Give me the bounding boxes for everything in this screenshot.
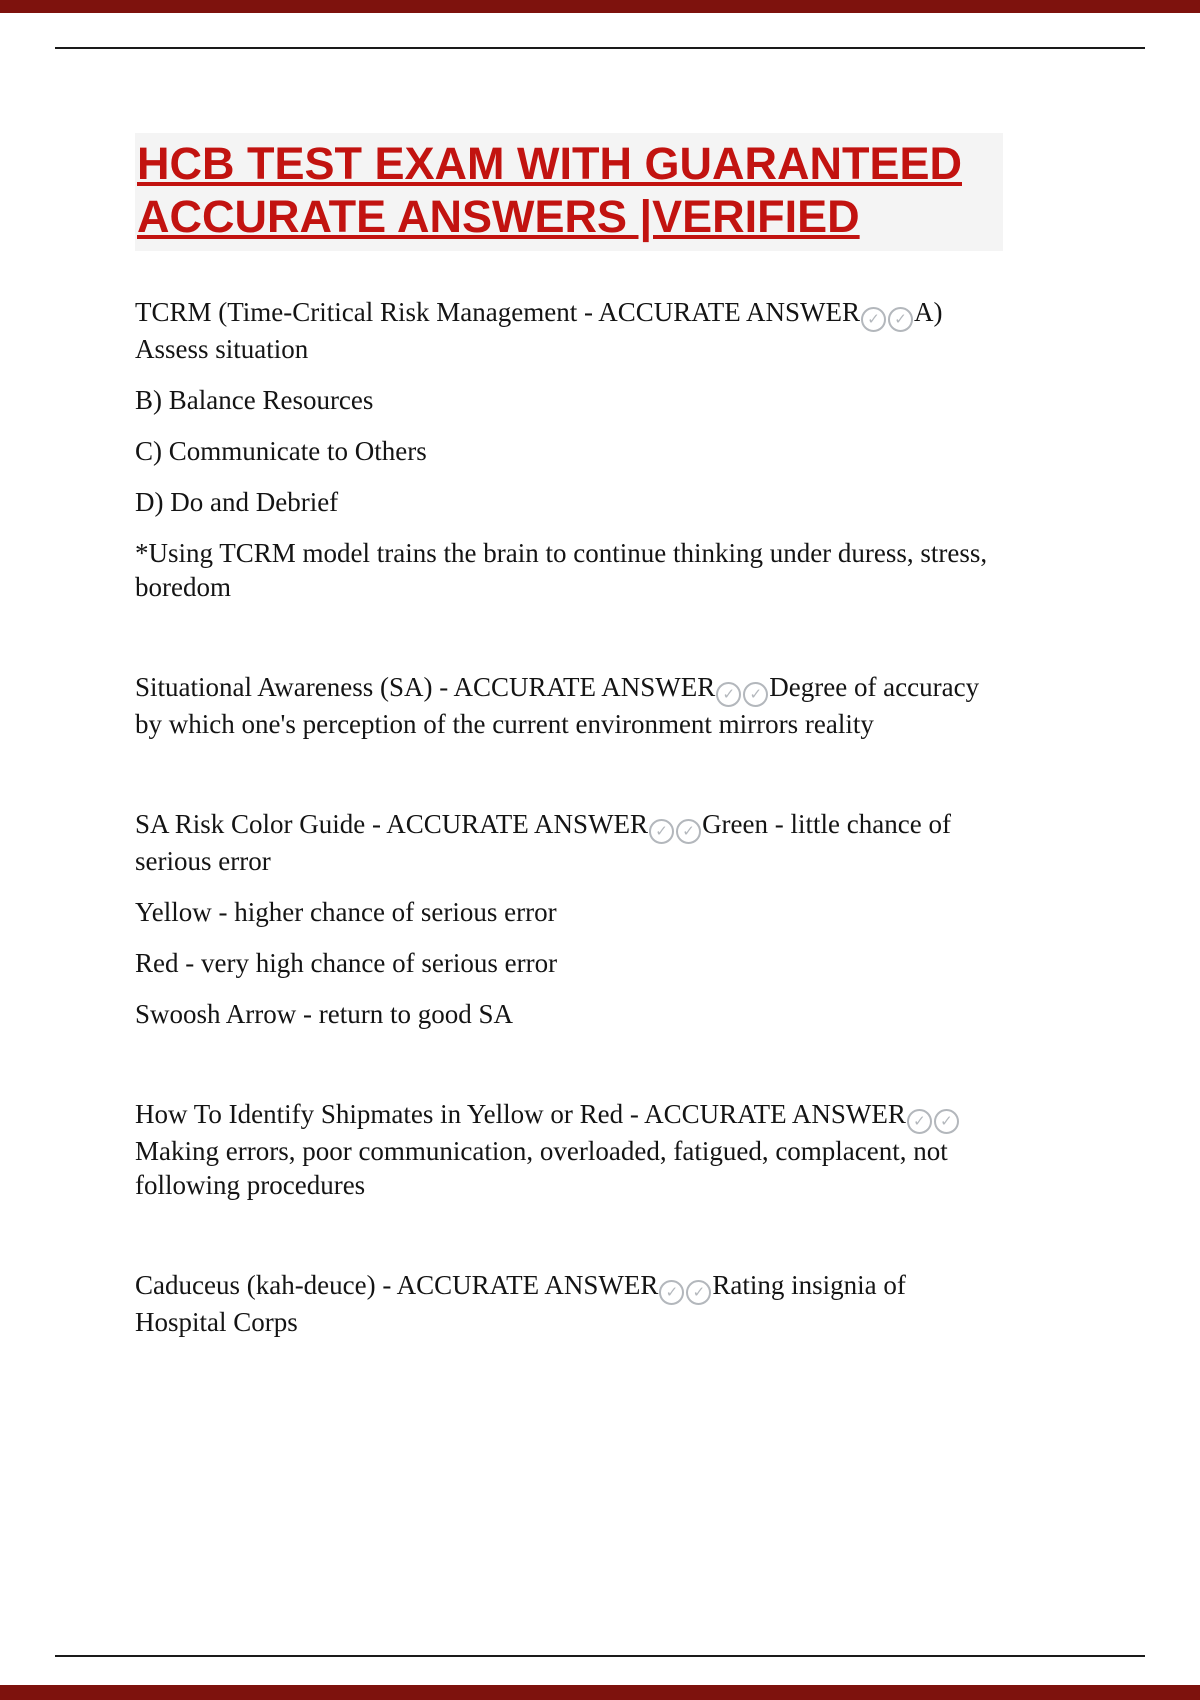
check-icon: ✓	[888, 307, 913, 332]
document-page	[135, 133, 1003, 1339]
check-icon: ✓	[659, 1280, 684, 1305]
question-text: Caduceus (kah-deuce) - ACCURATE ANSWER	[135, 1270, 659, 1301]
check-icon: ✓	[649, 819, 674, 844]
qa-paragraph	[135, 807, 1003, 878]
note-line: *Using TCRM model trains the brain to continue thinking under duress, stress, boredom	[135, 538, 988, 603]
answer-text: Degree of accuracy by which one's perception of the current environment mirrors reality	[135, 672, 980, 740]
question-text: How To Identify Shipmates in Yellow or Red - ACCURATE ANSWER	[135, 1099, 906, 1130]
bottom-rule	[55, 1655, 1145, 1657]
question-text: SA Risk Color Guide - ACCURATE ANSWER	[135, 809, 649, 840]
answer-line: D) Do and Debrief	[135, 487, 339, 518]
bottom-red-bar	[0, 1685, 1200, 1700]
answer-line: Swoosh Arrow - return to good SA	[135, 999, 513, 1030]
check-icon: ✓	[907, 1109, 932, 1134]
check-icon: ✓	[743, 682, 768, 707]
answer-text: A) Assess situation	[135, 297, 943, 365]
document-title: HCB TEST EXAM WITH GUARANTEED ACCURATE ANSWERS |VERIFIED	[135, 133, 1003, 251]
answer-line: B) Balance Resources	[135, 385, 374, 416]
question-text: Situational Awareness (SA) - ACCURATE ANSWER	[135, 672, 716, 703]
check-icon: ✓	[861, 307, 886, 332]
answer-line: Yellow - higher chance of serious error	[135, 897, 557, 928]
check-icon: ✓	[676, 819, 701, 844]
check-icon: ✓	[686, 1280, 711, 1305]
check-icon: ✓	[934, 1109, 959, 1134]
check-icon: ✓	[716, 682, 741, 707]
top-red-bar	[0, 0, 1200, 13]
answer-line: C) Communicate to Others	[135, 436, 427, 467]
answer-line: Red - very high chance of serious error	[135, 948, 558, 979]
answer-text: Rating insignia of Hospital Corps	[135, 1270, 906, 1338]
answer-text: Green - little chance of serious error	[135, 809, 951, 877]
answer-text: Making errors, poor communication, overloaded, fatigued, complacent, not following procedures	[135, 1136, 948, 1201]
top-rule	[55, 47, 1145, 49]
qa-paragraph	[135, 670, 1003, 741]
qa-paragraph	[135, 295, 1003, 366]
qa-paragraph	[135, 1097, 1003, 1202]
question-text: TCRM (Time-Critical Risk Management - ACCURATE ANSWER	[135, 297, 860, 328]
qa-paragraph	[135, 1268, 1003, 1339]
